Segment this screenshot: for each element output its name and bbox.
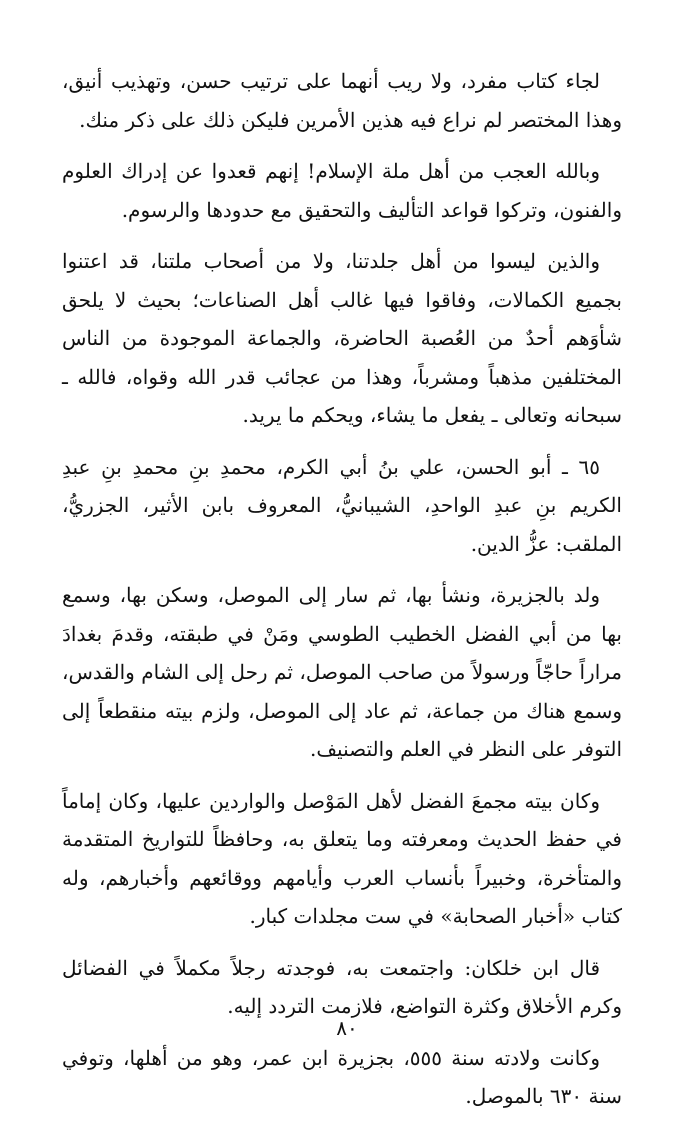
biography-entry-65-heading: ٦٥ ـ أبو الحسن، علي بنُ أبي الكرم، محمدِ بنِ محمدِ بنِ عبدِ الكريم بنِ عبدِ الواحدِ، الشيبانيُّ، المعروف بابن الأثير، الجزريُّ، الملقب: عزُّ الدين. (62, 454, 622, 556)
page-text-body (62, 62, 622, 1129)
paragraph-1: لجاء كتاب مفرد، ولا ريب أنهما على ترتيب حسن، وتهذيب أنيق، وهذا المختصر لم نراع فيه هذين الأمرين فليكن ذلك على ذكر منك. (62, 69, 622, 132)
paragraph-7: قال ابن خلكان: واجتمعت به، فوجدته رجلاً مكملاً في الفضائل وكرم الأخلاق وكثرة التواضع، فلازمت التردد إليه. (62, 955, 622, 1018)
paragraph-6: وكان بيته مجمعَ الفضل لأهل المَوْصل والواردين عليها، وكان إماماً في حفظ الحديث ومعرفته وما يتعلق به، وحافظاً للتواريخ المتقدمة والمتأخرة، وخبيراً بأنساب العرب وأيامهم ووقائعهم وأخبارهم، وله كتاب «أخبار الصحابة» في ست مجلدات كبار. (62, 788, 622, 928)
page-number: ٨٠ (336, 1016, 358, 1040)
paragraph-8: وكانت ولادته سنة ٥٥٥، بجزيرة ابن عمر، وهو من أهلها، وتوفي سنة ٦٣٠ بالموصل. (62, 1045, 622, 1108)
paragraph-3: والذين ليسوا من أهل جلدتنا، ولا من أصحاب ملتنا، قد اعتنوا بجميع الكمالات، وفاقوا فيها غالب أهل الصناعات؛ بحيث لا يلحق شأوَهم أحدٌ من العُصبة الحاضرة، والجماعة الموجودة من الناس المختلفين مذهباً ومشرباً، وهذا من عجائب قدر الله وقواه، فالله ـ سبحانه وتعالى ـ يفعل ما يشاء، ويحكم ما يريد. (62, 249, 622, 427)
paragraph-2: وبالله العجب من أهل ملة الإسلام! إنهم قعدوا عن إدراك العلوم والفنون، وتركوا قواعد التأليف والتحقيق مع حدودها والرسوم. (62, 159, 622, 222)
paragraph-5: ولد بالجزيرة، ونشأ بها، ثم سار إلى الموصل، وسكن بها، وسمع بها من أبي الفضل الخطيب الطوسي ومَنْ في طبقته، وقدمَ بغدادَ مراراً حاجّاً ورسولاً من صاحب الموصل، ثم رحل إلى الشام والقدس، وسمع هناك من جماعة، ثم عاد إلى الموصل، ولزم بيته منقطعاً إلى التوفر على النظر في العلم والتصنيف. (62, 583, 623, 761)
